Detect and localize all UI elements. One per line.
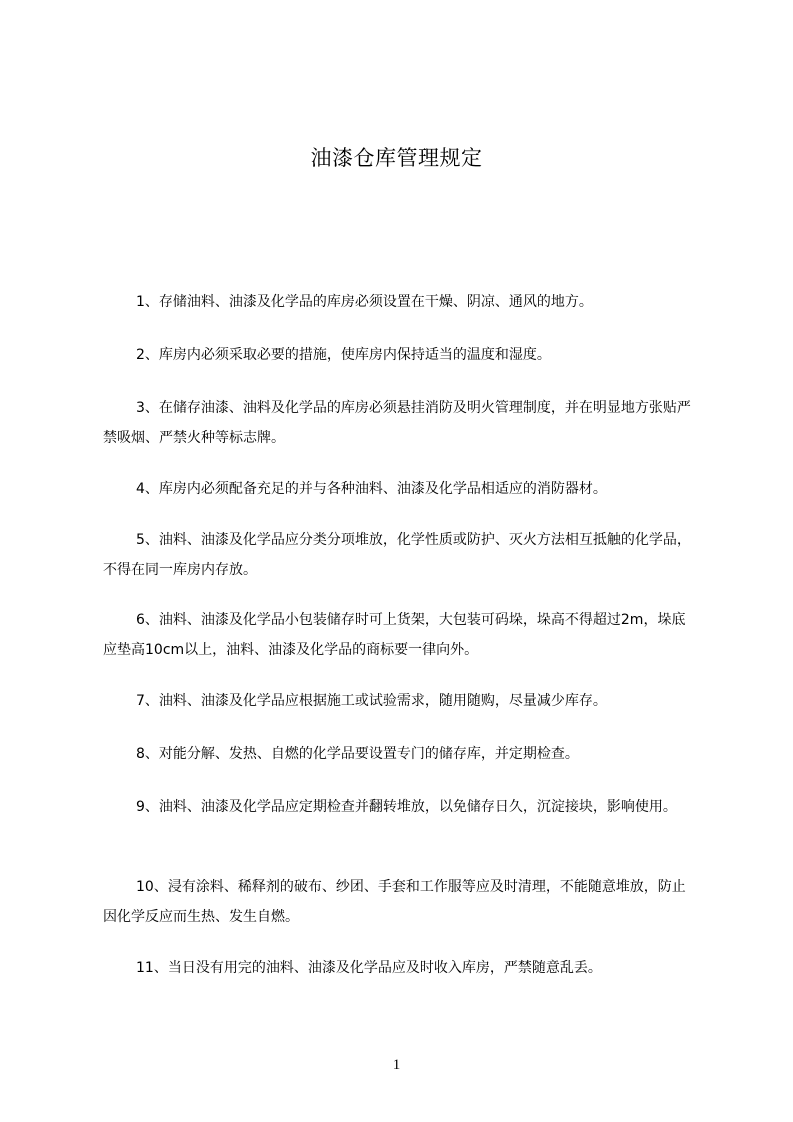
rule-paragraph-1: 1、存储油料、油漆及化学品的库房必须设置在干燥、阴凉、通风的地方。 xyxy=(136,294,593,310)
rule-paragraph-5: 5、油料、油漆及化学品应分类分项堆放，化学性质或防护、灭火方法相互抵触的化学品，不得在同一库房内存放。 xyxy=(103,532,691,578)
page-number: 1 xyxy=(392,1057,401,1073)
rule-paragraph-3: 3、在储存油漆、油料及化学品的库房必须悬挂消防及明火管理制度，并在明显地方张贴严禁吸烟、严禁火种等标志牌。 xyxy=(103,400,691,446)
rule-paragraph-6: 6、油料、油漆及化学品小包装储存时可上货架，大包装可码垛，垛高不得超过2m，垛底应垫高10cm以上，油料、油漆及化学品的商标要一律向外。 xyxy=(103,612,686,658)
rule-paragraph-11: 11、当日没有用完的油料、油漆及化学品应及时收入库房，严禁随意乱丢。 xyxy=(136,960,602,976)
rule-paragraph-7: 7、油料、油漆及化学品应根据施工或试验需求，随用随购，尽量减少库存。 xyxy=(136,693,607,709)
rule-paragraph-8: 8、对能分解、发热、自燃的化学品要设置专门的储存库，并定期检查。 xyxy=(136,746,579,762)
page-title: 油漆仓库管理规定 xyxy=(310,146,483,170)
rule-paragraph-10: 10、浸有涂料、稀释剂的破布、纱团、手套和工作服等应及时清理，不能随意堆放，防止因化学反应而生热、发生自燃。 xyxy=(103,879,686,925)
rule-paragraph-2: 2、库房内必须采取必要的措施，使库房内保持适当的温度和湿度。 xyxy=(136,347,551,363)
rule-paragraph-9: 9、油料、油漆及化学品应定期检查并翻转堆放，以免储存日久，沉淀接块，影响使用。 xyxy=(136,799,677,815)
rule-paragraph-4: 4、库房内必须配备充足的并与各种油料、油漆及化学品相适应的消防器材。 xyxy=(136,481,607,497)
